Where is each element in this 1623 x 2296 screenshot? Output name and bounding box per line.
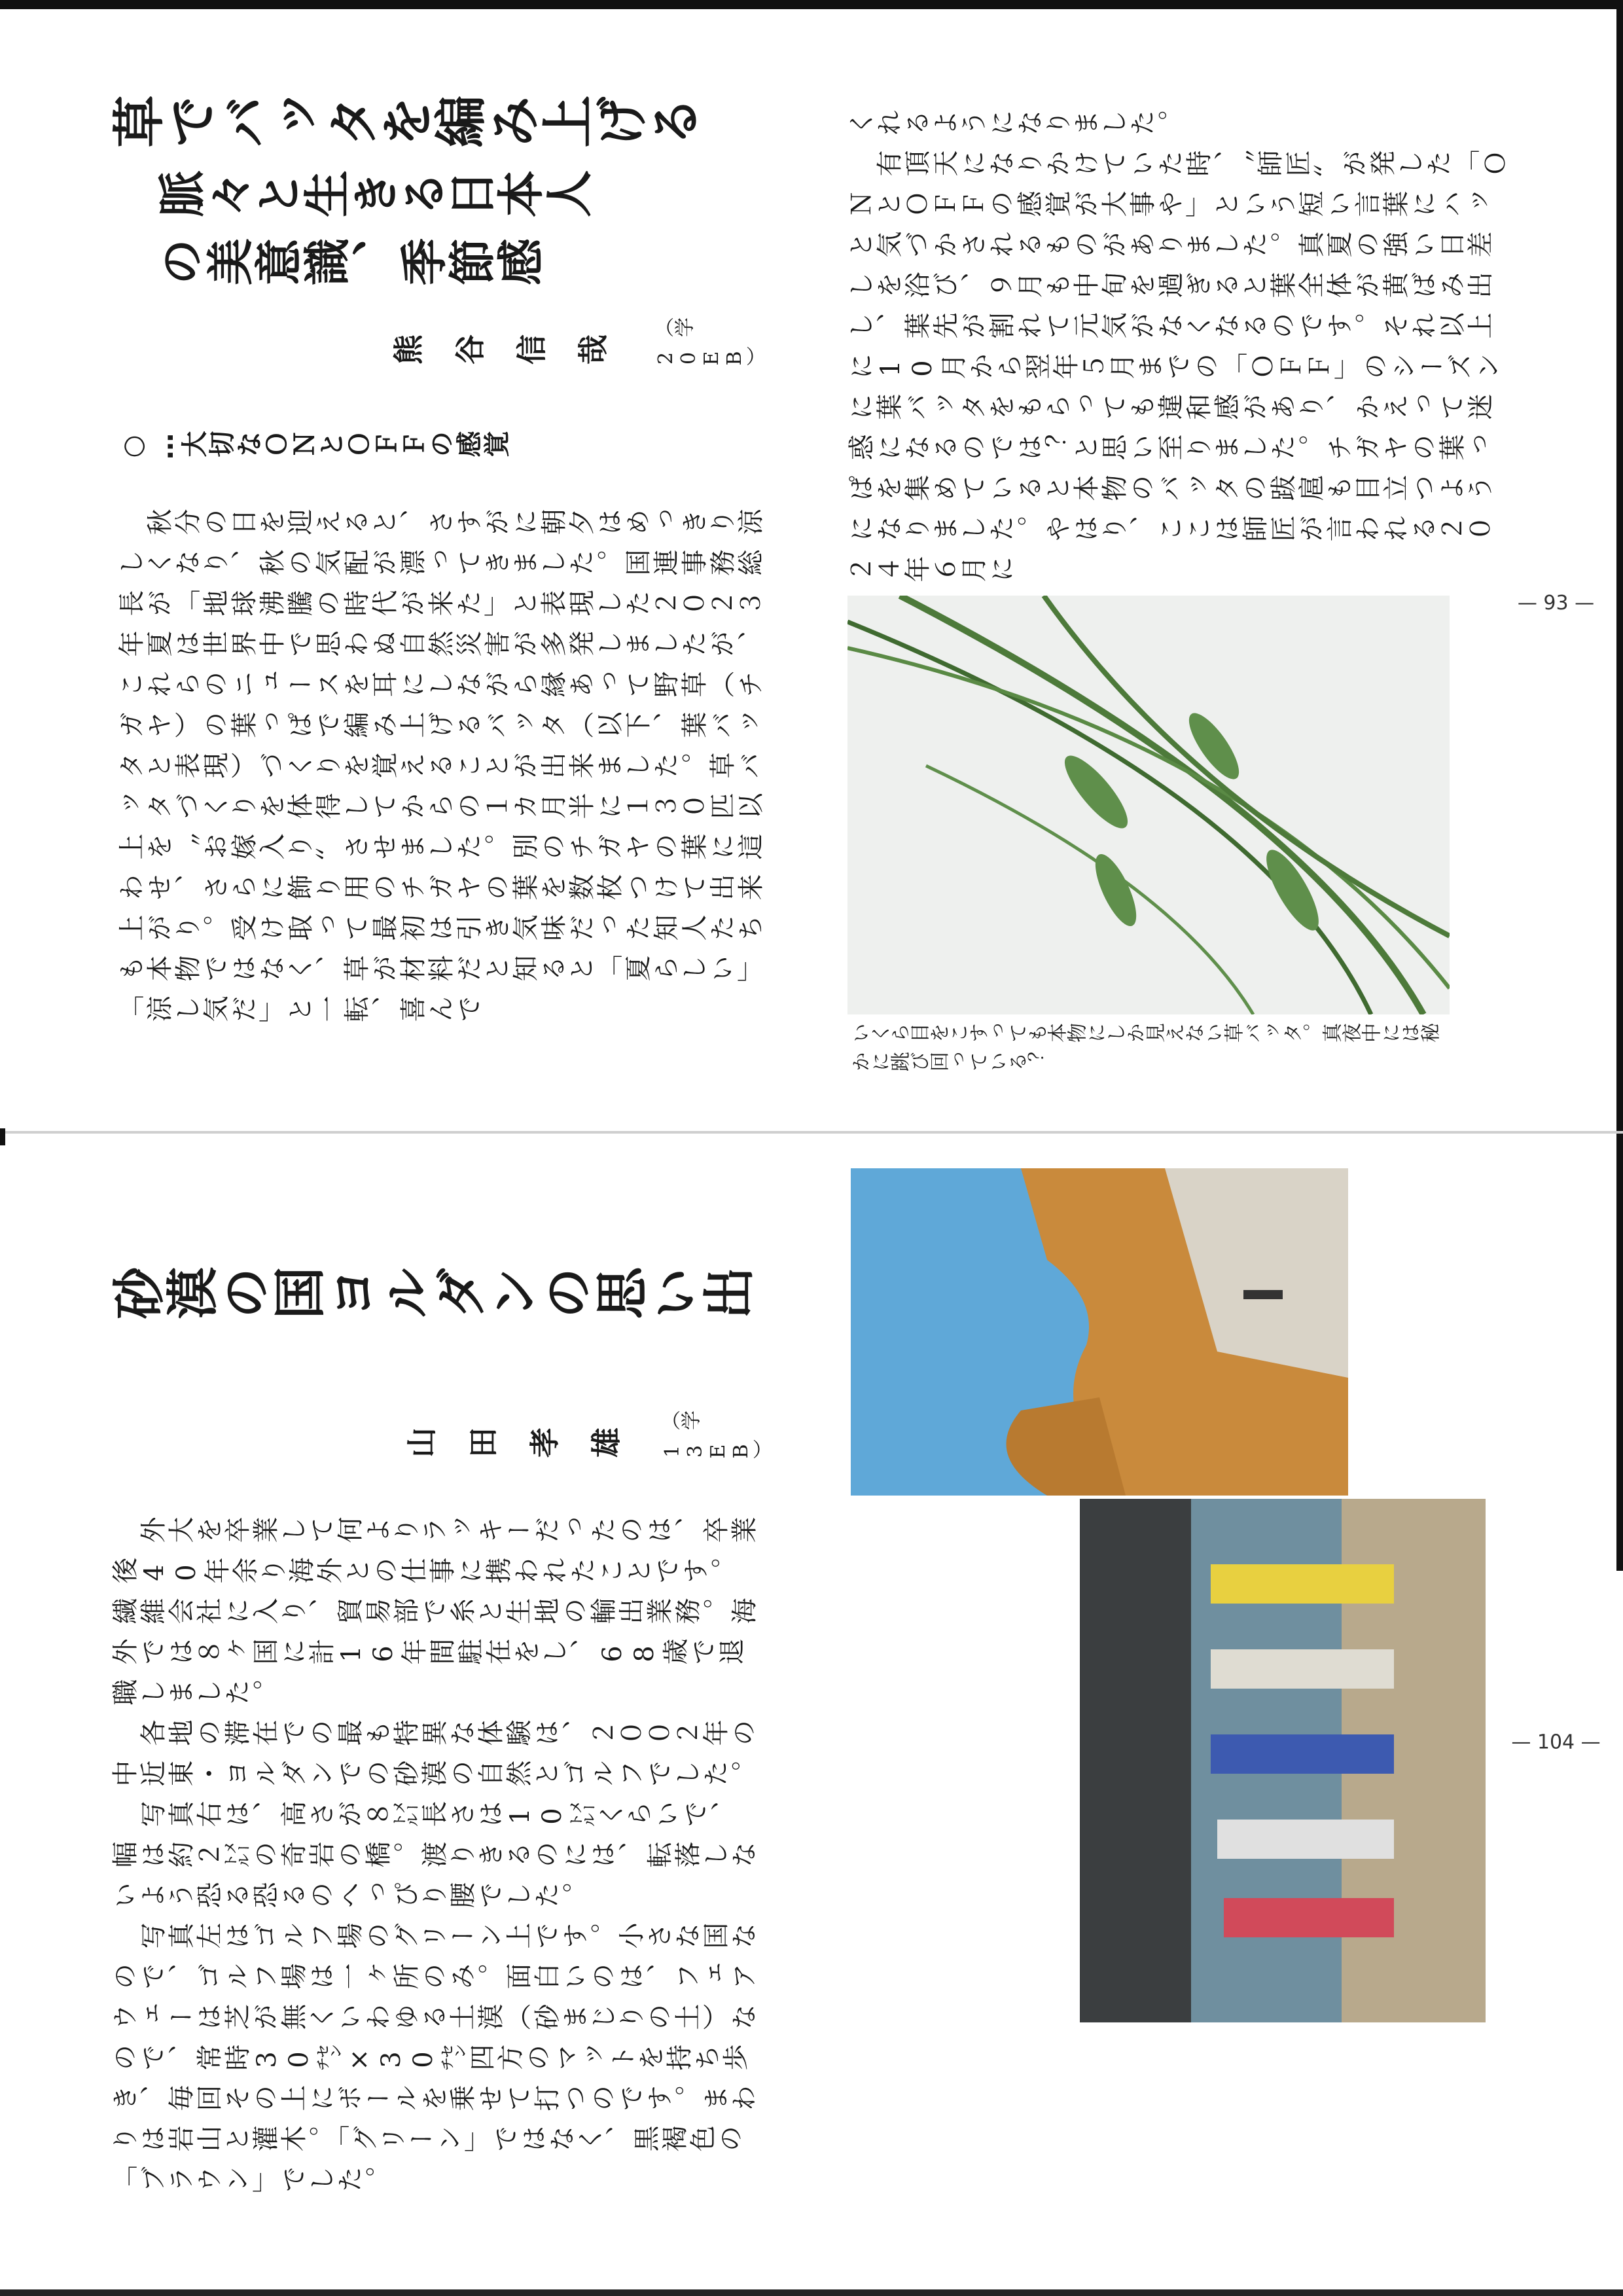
rock-bridge-photo [851,1168,1348,1496]
article1-author-class: （学20EB） [654,318,766,370]
article2-author: 山田孝雄 [406,1427,652,1462]
article1-author: 熊谷信哉 [393,334,639,369]
page-divider [0,1131,1623,1134]
page-number-104: — 104 — [1511,1731,1601,1754]
golf-group-svg [1080,1499,1486,2022]
page-104 [0,1178,1623,2265]
article1-section-heading: ○…大切なＯＮとＯＦＦの感覚 [118,431,510,461]
page-93 [0,52,1623,1075]
rock-bridge-svg [851,1168,1348,1496]
scan-edge-bottom [0,2289,1623,2296]
article2-body: 外大を卒業して何よりラッキーだったのは、卒業後40年余り海外との仕事に携われたことです。繊維会社に入り、貿易部で糸と生地の輸出業務。海外では８ヶ国に計16年間駐在をし、68歳で退職しました。 各地の滞在での最も特異な体験は、２００２年の中近東・ヨルダンでの砂漠の自然とゴルフでした。 写真右は、高さが８㍍長さは10㍍くらいで、幅は約２㍍の奇岩の橋。渡りきるのには、転落しないよう恐る恐るのへっぴり腰でした。 写真左はゴルフ場のグリーン上です。小さな国なので、ゴルフ場は一ヶ所のみ。面白いのは、フェアウェーは芝が無くいわゆる土漠（砂まじりの土）なので、常時30㌢×30㌢四方のマットを持ち歩き、毎回その上にボールを乗せて打つのです。まわりは岩山と灌木。「グリーン」ではなく、黒褐色の「ブラウン」でした。 [111,1517,758,2197]
golf-green-photo [1080,1499,1486,2022]
article1-title: 草でバッタを編み上げる [111,96,702,156]
crop-mark [0,1128,5,1145]
article2-author-class: （学13EB） [661,1411,772,1463]
article1-body-part1: 秋分の日を迎えると、さすがに朝夕はめっきり涼しくなり、秋の気配が漂ってきました。国連事務総長が「地球沸騰の時代が来た」と表現した２０２３年夏は世界中で思わぬ自然災害が多発しましたが、これらのニュースを耳にしながら縁あって野草（チガヤ）の葉っぱで編み上げるバッタ（以下、葉バッタと表現）づくりを覚えることが出来ました。草バッタづくりを体得してからの１カ月半に１３０匹以上を〝お嫁入り〟させました。別のチガヤの葉に這わせ、さらに飾り用のチガヤの葉を数枚つけて出来上がり。受け取って最初は引き気味だった知人たちも本物ではなく、草が材料だと知ると「夏らしい」「涼し気だ」と一転、喜んで [118,509,765,1026]
grasshopper-svg [847,596,1450,1014]
grass-grasshopper-photo [847,596,1450,1014]
page-number-93: — 93 — [1517,591,1595,615]
article1-body-part2: くれるようになりました。 有頂天になりかけていた時、〝師匠〟が発した「ＯＮとＯＦＦの感覚が大事や」という短い言葉にハッと気づかされるものがありました。真夏の強い日差しを浴び、９月も中旬を過ぎると葉全体が黄ばみ出し、葉先が割れて元気がなくなるのです。それ以上に10月から翌年５月までの「ＯＦＦ」のシーズンに葉バッタをもらっても違和感があり、かえって迷惑になるのでは？と思い至りました。チガヤの葉っぱを集めていると本物のバッタの跋扈も目立つようになりました。やはり、ここは師匠が言われる２０２４年６月に [847,110,1510,586]
photo-caption: いくら目をこすっても本物にしか見えない草バッタ。真夜中には秘かに跳び回っている？ [851,1024,1440,1075]
scan-edge-top [0,0,1623,9]
article2-title: 砂漠の国ヨルダンの思い出 [111,1267,755,1328]
article1-subtitle: 脈々と生きる日本人の美意識、季節感 [157,170,593,293]
